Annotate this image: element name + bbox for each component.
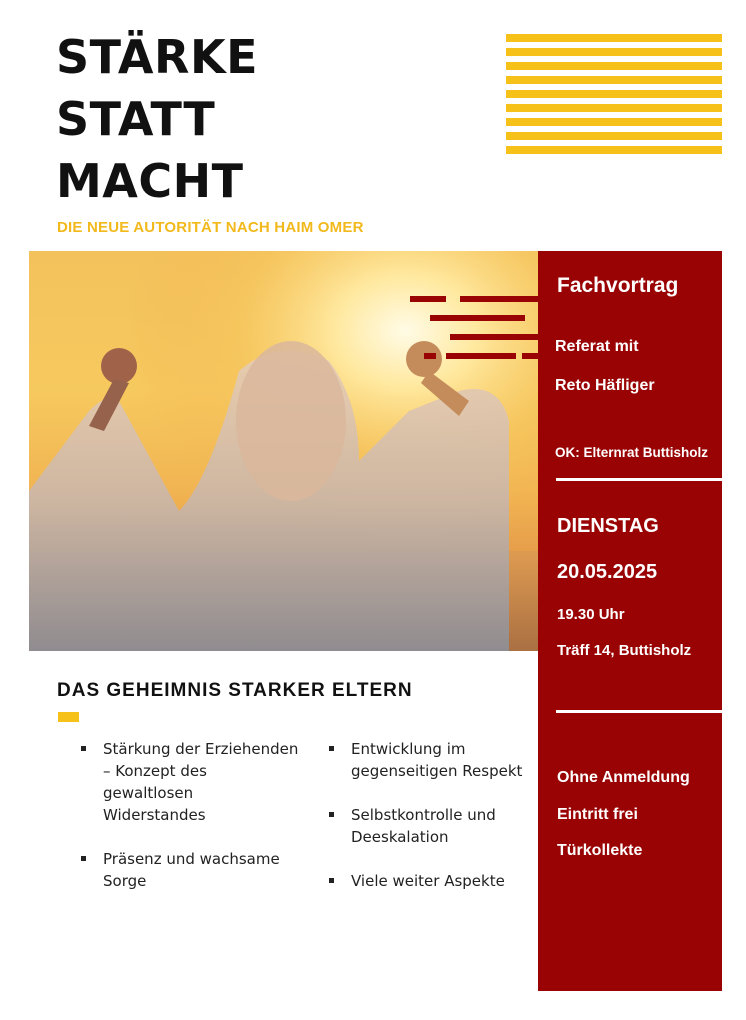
event-date: 20.05.2025 bbox=[557, 561, 658, 583]
list-item: Stärkung der Erziehenden – Konzept des gewaltlosen Widerstandes bbox=[79, 738, 299, 826]
title-line: MACHT bbox=[56, 154, 244, 208]
dash bbox=[410, 296, 446, 302]
flyer-title bbox=[56, 26, 258, 212]
dash bbox=[450, 334, 540, 340]
stripe bbox=[506, 132, 722, 140]
stripe bbox=[506, 118, 722, 126]
dash bbox=[460, 296, 540, 302]
stripe bbox=[506, 90, 722, 98]
dash bbox=[446, 353, 516, 359]
speaker-line: Referat mit bbox=[555, 338, 639, 355]
speaker-name: Reto Häfliger bbox=[555, 377, 655, 394]
section-accent-bar bbox=[58, 712, 79, 722]
bullet-list-right bbox=[327, 738, 537, 914]
list-item: Präsenz und wachsame Sorge bbox=[79, 848, 299, 892]
stripe bbox=[506, 76, 722, 84]
title-line: STÄRKE bbox=[56, 30, 259, 84]
list-item: Entwicklung im gegenseitigen Respekt bbox=[327, 738, 537, 782]
stripe bbox=[506, 34, 722, 42]
flyer-subtitle: DIE NEUE AUTORITÄT NACH HAIM OMER bbox=[57, 219, 364, 236]
event-day: DIENSTAG bbox=[557, 515, 659, 537]
bullet-list-left bbox=[79, 738, 299, 914]
section-title: DAS GEHEIMNIS STARKER ELTERN bbox=[57, 680, 413, 701]
list-item: Selbstkontrolle und Deeskalation bbox=[327, 804, 537, 848]
list-item: Viele weiter Aspekte bbox=[327, 870, 537, 892]
panel-divider bbox=[556, 710, 722, 713]
decorative-dashes bbox=[410, 296, 540, 364]
decorative-stripes bbox=[506, 34, 722, 160]
stripe bbox=[506, 146, 722, 154]
organizer: OK: Elternrat Buttisholz bbox=[555, 445, 709, 460]
panel-divider bbox=[556, 478, 722, 481]
stripe bbox=[506, 48, 722, 56]
admission-note: Eintritt frei bbox=[557, 806, 638, 823]
collection-note: Türkollekte bbox=[557, 842, 643, 859]
registration-note: Ohne Anmeldung bbox=[557, 769, 690, 786]
event-info-panel bbox=[538, 251, 722, 991]
dash bbox=[424, 353, 436, 359]
title-line: STATT bbox=[56, 92, 216, 146]
stripe bbox=[506, 62, 722, 70]
event-location: Träff 14, Buttisholz bbox=[557, 642, 692, 659]
dash bbox=[430, 315, 525, 321]
event-time: 19.30 Uhr bbox=[557, 606, 625, 623]
stripe bbox=[506, 104, 722, 112]
event-type: Fachvortrag bbox=[557, 274, 679, 297]
